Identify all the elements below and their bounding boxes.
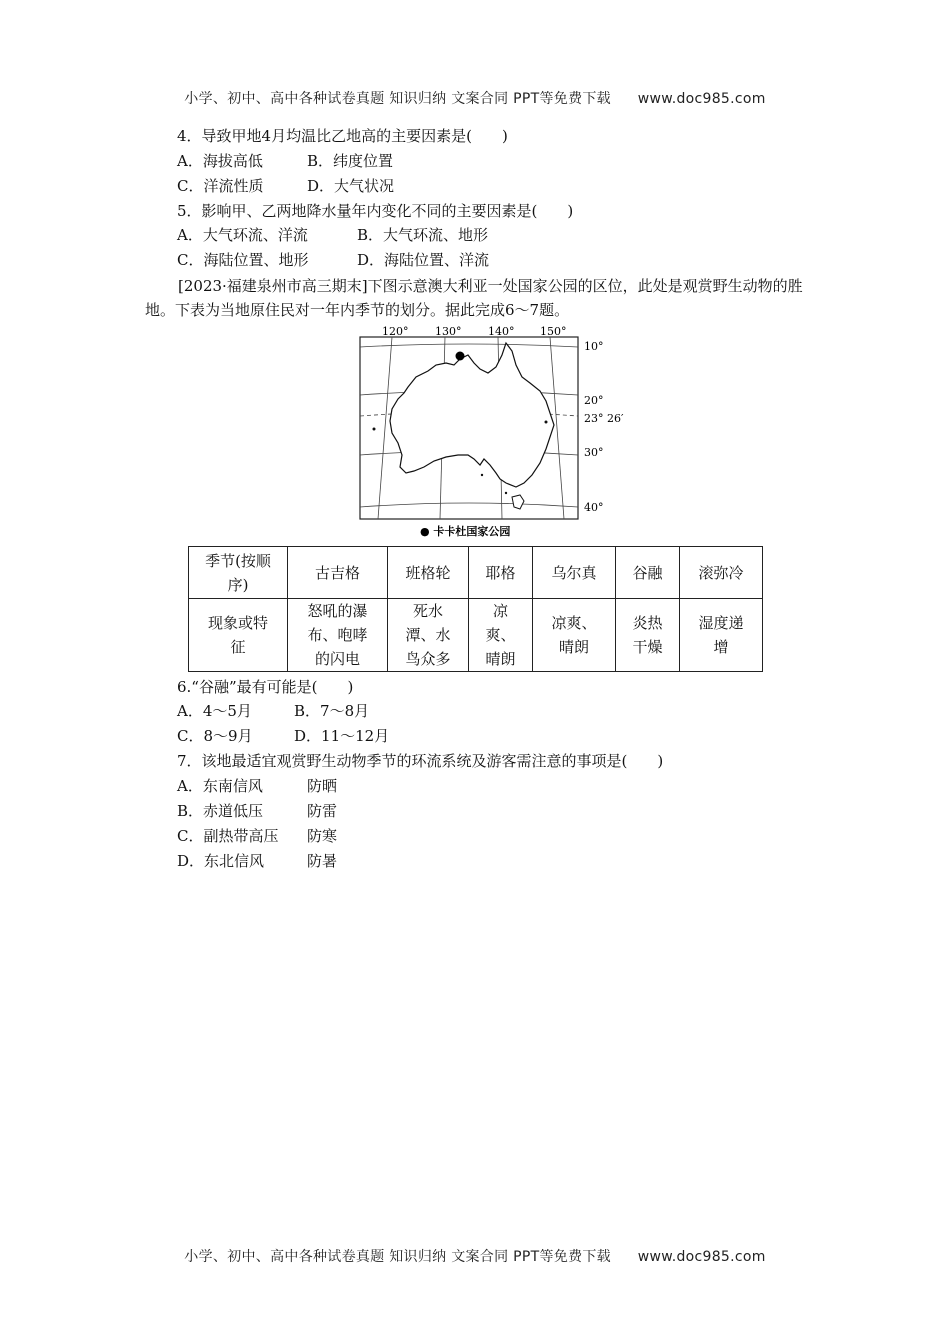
lon-label-130: 130° (435, 325, 462, 338)
q7-option-c-note: 防寒 (307, 827, 338, 845)
feature-cell: 湿度递 增 (680, 599, 763, 672)
q6-stem: 6.“谷融”最有可能是( ) (177, 678, 354, 696)
season-cell: 古吉格 (288, 547, 388, 599)
q4-options-row2 (177, 176, 394, 196)
material-intro: [2023·福建泉州市高三期末]下图示意澳大利亚一处国家公园的区位，此处是观赏野生动物的胜地。下表为当地原住民对一年内季节的划分。据此完成6～7题。 (145, 277, 803, 319)
q5-options-row1 (177, 225, 488, 245)
q6-option-a: A．4～5月 (177, 702, 252, 720)
season-cell: 耶格 (469, 547, 533, 599)
q7-option-row (177, 851, 337, 871)
q5-stem: 5．影响甲、乙两地降水量年内变化不同的主要因素是( ) (177, 202, 574, 220)
q7-option-d-note: 防暑 (307, 852, 338, 870)
footer-text: 小学、初中、高中各种试卷真题 知识归纳 文案合同 PPT等免费下载 (184, 1249, 611, 1265)
q7-option-b-system: B．赤道低压 (177, 802, 264, 820)
feature-cell: 怒吼的瀑 布、咆哮 的闪电 (288, 599, 388, 672)
season-cell: 滚弥冷 (680, 547, 763, 599)
header-site-link[interactable]: www.doc985.com (637, 91, 766, 107)
australia-map (350, 325, 640, 540)
q7-option-row (177, 801, 337, 821)
q7-option-a-note: 防晒 (307, 777, 338, 795)
table-row (189, 599, 763, 672)
q6-options-row2 (177, 726, 389, 746)
lon-label-120: 120° (382, 325, 409, 338)
q7-stem: 7．该地最适宜观赏野生动物季节的环流系统及游客需注意的事项是( ) (177, 752, 664, 770)
kakadu-park-marker (456, 352, 465, 361)
q7-option-b-note: 防雷 (307, 802, 338, 820)
season-cell: 乌尔真 (533, 547, 616, 599)
lat-label-10: 10° (584, 340, 604, 353)
q7-option-c-system: C．副热带高压 (177, 827, 279, 845)
q5-option-a: A．大气环流、洋流 (177, 226, 308, 244)
q7-option-d-system: D．东北信风 (177, 852, 265, 870)
q7-option-a-system: A．东南信风 (177, 777, 263, 795)
footer-site-link[interactable]: www.doc985.com (637, 1249, 766, 1265)
q5-option-b: B．大气环流、地形 (357, 226, 489, 244)
feature-cell: 凉爽、 晴朗 (533, 599, 616, 672)
season-cell: 班格轮 (388, 547, 469, 599)
table-header-season: 季节(按顺 序) (189, 547, 288, 599)
q7-option-row (177, 776, 337, 796)
table-row (189, 547, 763, 599)
q4-option-c: C．洋流性质 (177, 177, 264, 195)
season-cell: 谷融 (616, 547, 680, 599)
feature-cell: 凉 爽、 晴朗 (469, 599, 533, 672)
q4-options-row1 (177, 151, 393, 171)
lat-label-40: 40° (584, 501, 604, 514)
lat-label-30: 30° (584, 446, 604, 459)
q6-option-b: B．7～8月 (294, 702, 370, 720)
season-table (188, 546, 763, 672)
header-text: 小学、初中、高中各种试卷真题 知识归纳 文案合同 PPT等免费下载 (184, 91, 611, 107)
q4-stem: 4．导致甲地4月均温比乙地高的主要因素是( ) (177, 127, 508, 145)
lat-label-20: 20° (584, 394, 604, 407)
table-header-feature: 现象或特 征 (189, 599, 288, 672)
lon-label-140: 140° (488, 325, 515, 338)
lon-label-150: 150° (540, 325, 567, 338)
page-footer (0, 1246, 950, 1266)
feature-cell: 死水 潭、水 鸟众多 (388, 599, 469, 672)
q6-options-row1 (177, 701, 369, 721)
q4-option-d: D．大气状况 (307, 177, 395, 195)
page-header (0, 88, 950, 108)
q7-option-row (177, 826, 337, 846)
q5-options-row2 (177, 250, 489, 270)
q5-option-d: D．海陆位置、洋流 (357, 251, 490, 269)
map-legend: ● 卡卡杜国家公园 (420, 525, 511, 538)
q4-option-a: A．海拔高低 (177, 152, 263, 170)
q5-option-c: C．海陆位置、地形 (177, 251, 309, 269)
lat-label-tropic: 23° 26′ (584, 412, 624, 425)
q6-option-c: C．8～9月 (177, 727, 253, 745)
q4-option-b: B．纬度位置 (307, 152, 394, 170)
feature-cell: 炎热 干燥 (616, 599, 680, 672)
q6-option-d: D．11～12月 (294, 727, 390, 745)
